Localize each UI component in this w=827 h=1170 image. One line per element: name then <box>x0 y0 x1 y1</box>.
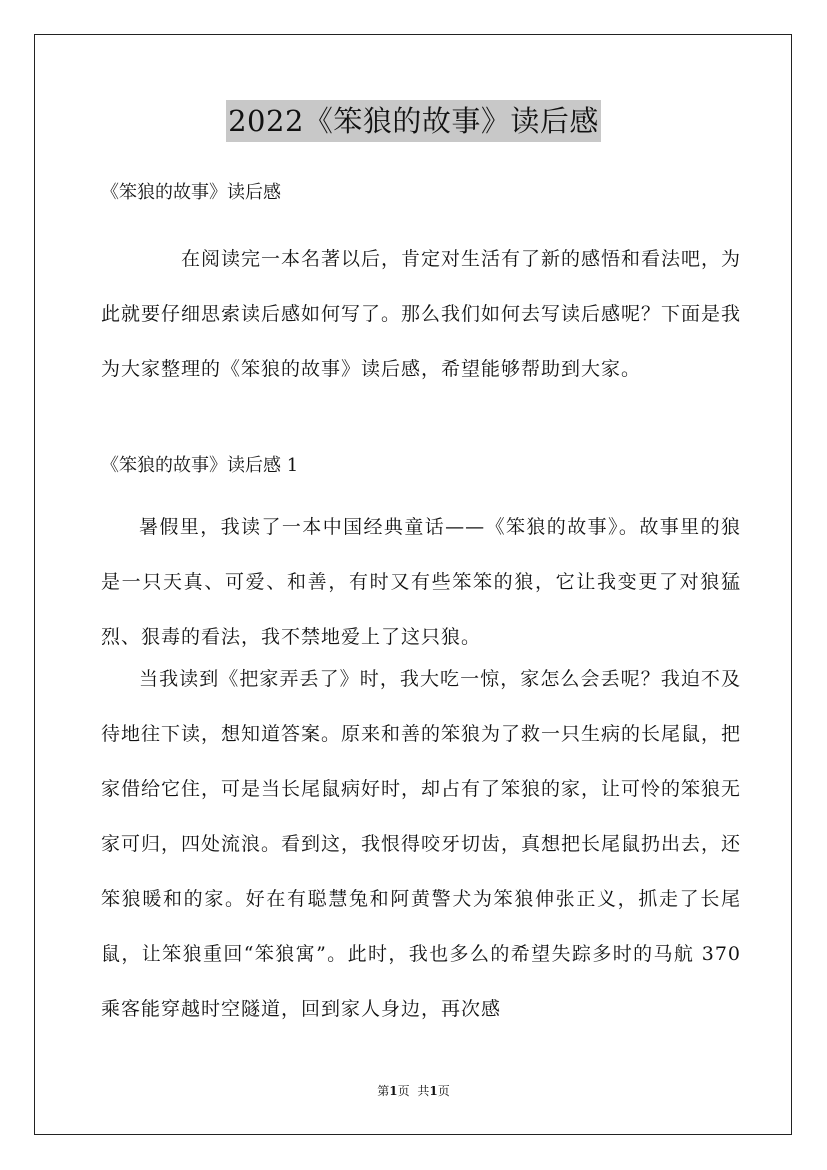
page-prefix: 第 <box>377 1084 390 1098</box>
document-title: 2022《笨狼的故事》读后感 <box>226 100 601 142</box>
section-heading: 《笨狼的故事》读后感 1 <box>101 455 299 476</box>
page-footer <box>0 1083 827 1099</box>
body-paragraph-2: 当我读到《把家弄丢了》时，我大吃一惊，家怎么会丢呢？我迫不及待地往下读，想知道答案。原来和善的笨狼为了救一只生病的长尾鼠，把家借给它住，可是当长尾鼠病好时，却占有了笨狼的家，让可怜的笨狼无家可归，四处流浪。看到这，我恨得咬牙切齿，真想把长尾鼠扔出去，还笨狼暖和的家。好在有聪慧兔和阿黄警犬为笨狼伸张正义，抓走了长尾鼠，让笨狼重回“笨狼寓”。此时，我也多么的希望失踪多时的马航 370 乘客能穿越时空隧道，回到家人身边，再次感 <box>101 668 742 1020</box>
page-suffix: 页 <box>397 1084 410 1098</box>
page-number: 1 <box>389 1084 398 1098</box>
document-subtitle: 《笨狼的故事》读后感 <box>101 182 281 203</box>
total-prefix: 共 <box>417 1084 430 1098</box>
intro-paragraph: 在阅读完一本名著以后，肯定对生活有了新的感悟和看法吧，为此就要仔细思索读后感如何写了。那么我们如何去写读后感呢？下面是我为大家整理的《笨狼的故事》读后感，希望能够帮助到大家。 <box>101 248 742 380</box>
title-container <box>0 100 827 142</box>
total-suffix: 页 <box>437 1084 450 1098</box>
body-paragraph-1: 暑假里，我读了一本中国经典童话——《笨狼的故事》。故事里的狼是一只天真、可爱、和善，有时又有些笨笨的狼，它让我变更了对狼猛烈、狠毒的看法，我不禁地爱上了这只狼。 <box>101 516 741 648</box>
total-pages: 1 <box>429 1084 438 1098</box>
